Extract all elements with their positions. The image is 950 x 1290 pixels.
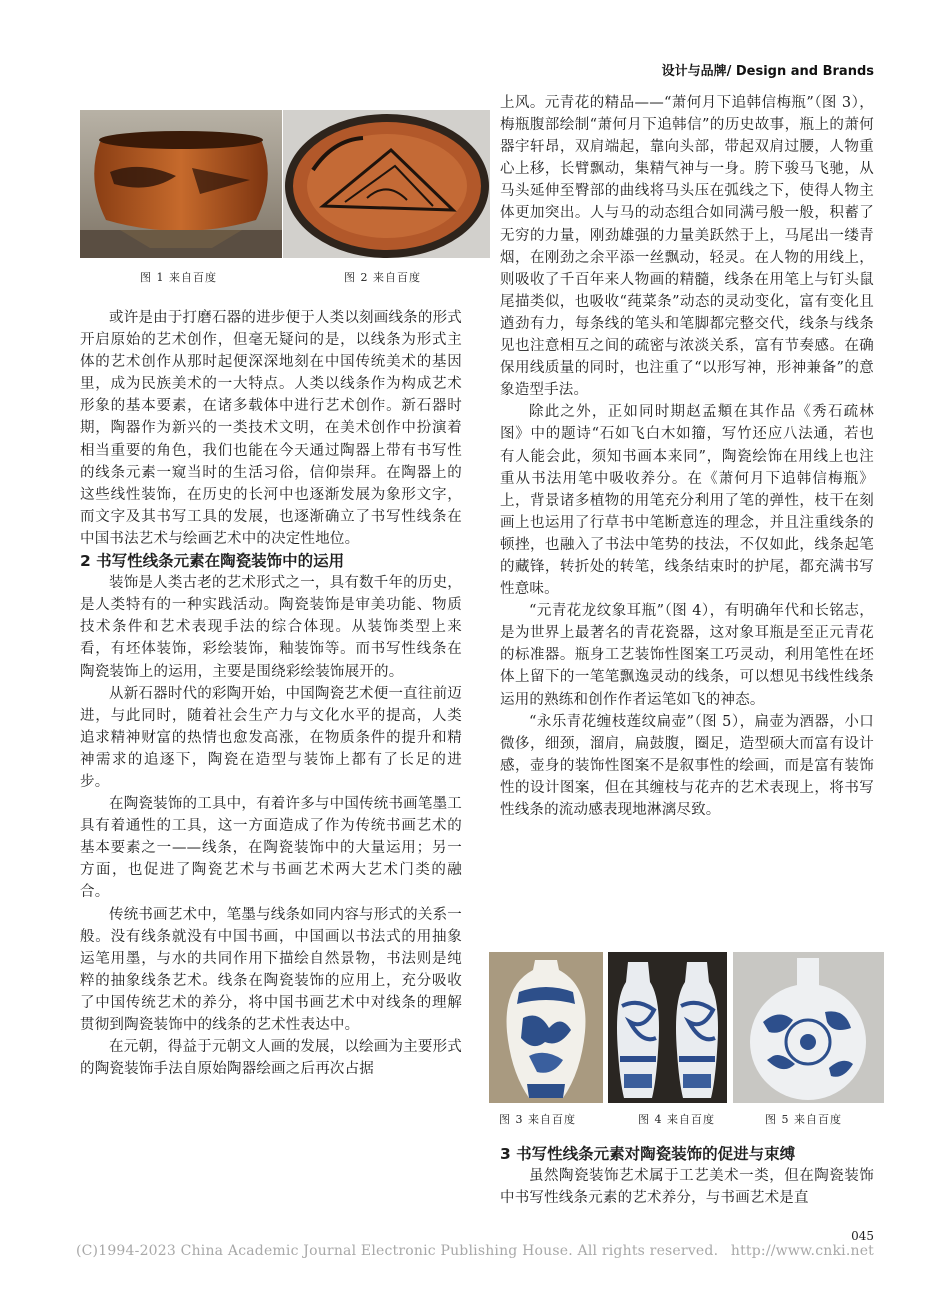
- figure-2-image: [283, 110, 490, 258]
- paragraph: 装饰是人类古老的艺术形式之一，具有数千年的历史，是人类特有的一种实践活动。陶瓷装饰是审美功能、物质技术条件和艺术表现手法的综合体现。从装饰类型上来看，有坯体装饰，彩绘装饰，釉装饰等。而书写性线条在陶瓷装饰上的运用，主要是围绕彩绘装饰展开的。: [80, 575, 462, 680]
- paragraph: 虽然陶瓷装饰艺术属于工艺美术一类，但在陶瓷装饰中书写性线条元素的艺术养分，与书画艺术是直: [500, 1168, 874, 1207]
- footer: [0, 1243, 950, 1259]
- figure-1-caption: 图 1 来自百度: [140, 271, 217, 284]
- paragraph: 传统书画艺术中，笔墨与线条如同内容与形式的关系一般。没有线条就没有中国书画，中国画以书法式的用抽象运笔用墨，与水的共同作用下描绘自然景物，书法则是纯粹的抽象线条艺术。线条在陶瓷装饰的应用上，充分吸收了中国传统艺术的养分，将中国书画艺术中对线条的理解贯彻到陶瓷装饰中的线条的艺术性表达中。: [80, 906, 462, 1033]
- paragraph: 在陶瓷装饰的工具中，有着许多与中国传统书画笔墨工具有着通性的工具，这一方面造成了作为传统书画艺术的基本要素之一——线条，在陶瓷装饰中的大量运用；另一方面，也促进了陶瓷艺术与书画艺术两大艺术门类的融合。: [80, 796, 462, 901]
- right-column-bottom: [500, 1143, 874, 1209]
- paragraph: “永乐青花缠枝莲纹扁壶”（图 5），扁壶为酒器，小口微侈，细颈，溜肩，扁鼓腹，圈足，造型硕大而富有设计感，壶身的装饰性图案不是叙事性的绘画，而是富有装饰性的设计图案，但在其缠枝与花卉的艺术表现上，将书写性线条的流动感表现地淋漓尽致。: [500, 713, 874, 818]
- paragraph: “元青花龙纹象耳瓶”（图 4），有明确年代和长铭志，是为世界上最著名的青花瓷器，这对象耳瓶是至正元青花的标准器。瓶身工艺装饰性图案工巧灵动，利用笔性在坯体上留下的一笔笔飘逸灵动的线条，可以想见书线性线条运用的熟练和创作作者运笔如飞的神态。: [500, 603, 874, 708]
- right-column: [500, 92, 874, 821]
- footer-url[interactable]: http://www.cnki.net: [730, 1243, 875, 1259]
- figure-3-caption: 图 3 来自百度: [499, 1113, 576, 1126]
- figure-3-image: [489, 952, 603, 1103]
- section-heading-3: 3 书写性线条元素对陶瓷装饰的促进与束缚: [500, 1145, 796, 1163]
- running-header: 设计与品牌/ Design and Brands: [661, 64, 874, 79]
- figure-2-caption: 图 2 来自百度: [344, 271, 421, 284]
- figure-4-caption: 图 4 来自百度: [638, 1113, 715, 1126]
- paragraph: 上风。元青花的精品——“萧何月下追韩信梅瓶”（图 3），梅瓶腹部绘制“萧何月下追韩信”的历史故事，瓶上的萧何器宇轩昂，双肩端起，靠向头部，带起双肩过腰，人物重心上移，长臂飘动，集精气神与一身。胯下骏马飞驰，从马头延伸至臀部的曲线将马头压在弧线之下，使得人物主体更加突出。人与马的动态组合如同满弓般一般，积蓄了无穷的力量，刚劲雄强的力量美跃然于上，马尾出一缕青烟，在刚劲之余平添一丝飘动，轻灵。在人物的用线上，则吸收了千百年来人物画的精髓，线条在用笔上与钉头鼠尾描类似，也吸收“莼菜条”动态的灵动变化，富有变化且遒劲有力，每条线的笔头和笔脚都完整交代，线条与线条见也注意相互之间的疏密与浓淡关系，富有节奏感。在确保用线质量的同时，也注重了“以形写神，形神兼备”的意象造型手法。: [500, 95, 874, 399]
- footer-copyright: (C)1994-2023 China Academic Journal Electronic Publishing House. All rights reserved.: [75, 1243, 719, 1259]
- section-heading-2: 2 书写性线条元素在陶瓷装饰中的运用: [80, 552, 345, 571]
- figure-1-image: [80, 110, 282, 258]
- paragraph: 除此之外，正如同时期赵孟頫在其作品《秀石疏林图》中的题诗“石如飞白木如籀，写竹还应八法通，若也有人能会此，须知书画本来同”，陶瓷绘饰在用线上也注重从书法用笔中吸收养分。在《萧何月下追韩信梅瓶》上，背景诸多植物的用笔充分利用了笔的弹性，枝干在刻画上也运用了行草书中笔断意连的理念，并且注重线条的顿挫，也融入了书法中笔势的技法，不仅如此，线条起笔的藏锋，转折处的转笔，线条结束时的护尾，都充满书写性意味。: [500, 404, 874, 598]
- page-number: 045: [851, 1229, 874, 1243]
- paragraph: 从新石器时代的彩陶开始，中国陶瓷艺术便一直往前迈进，与此同时，随着社会生产力与文化水平的提高，人类追求精神财富的热情也愈发高涨，在物质条件的提升和精神需求的追逐下，陶瓷在造型与装饰上都有了长足的进步。: [80, 685, 462, 790]
- figure-5-image: [733, 952, 884, 1103]
- paragraph: 或许是由于打磨石器的进步便于人类以刻画线条的形式开启原始的艺术创作，但毫无疑问的是，以线条为形式主体的艺术创作从那时起便深深地刻在中国传统美术的基因里，成为民族美术的一大特点。人类以线条作为构成艺术形象的基本要素，在诸多载体中进行艺术创作。新石器时期，陶器作为新兴的一类技术文明，在美术创作中扮演着相当重要的角色，我们也能在今天通过陶器上带有书写性的线条元素一窥当时的生活习俗，信仰崇拜。在陶器上的这些线性装饰，在历史的长河中也逐渐发展为象形文字，而文字及其书写工具的发展，也逐渐确立了书写性线条在中国书法艺术与绘画艺术中的决定性地位。: [80, 310, 462, 547]
- left-column: [80, 307, 462, 1080]
- figure-5-caption: 图 5 来自百度: [765, 1113, 842, 1126]
- figure-4-image: [608, 952, 727, 1103]
- paragraph: 在元朝，得益于元朝文人画的发展，以绘画为主要形式的陶瓷装饰手法自原始陶器绘画之后再次占据: [80, 1039, 462, 1078]
